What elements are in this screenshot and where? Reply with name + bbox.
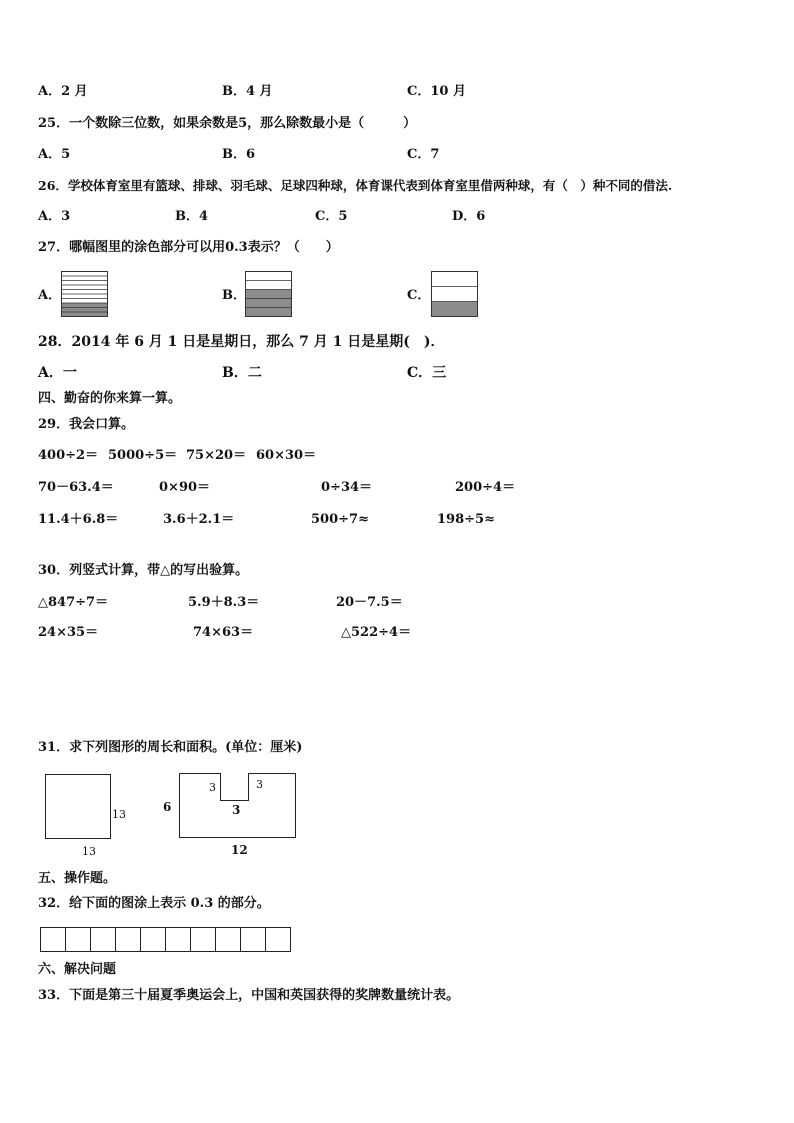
q29-item: 75×20＝ bbox=[186, 448, 247, 463]
q25-option-b: B．6 bbox=[222, 147, 256, 162]
q26-stem: 26．学校体育室里有篮球、排球、羽毛球、足球四种球，体育课代表到体育室里借两种球，有（ ）种不同的借法. bbox=[38, 178, 673, 193]
q31-square-side-label: 13 bbox=[112, 808, 126, 821]
q25-stem: 25．一个数除三位数，如果余数是5，那么除数最小是（ ） bbox=[38, 116, 417, 131]
q31-stem: 31．求下列图形的周长和面积。(单位：厘米) bbox=[38, 740, 303, 755]
q27-option-c: C． bbox=[407, 288, 431, 303]
q28-option-b: B．二 bbox=[222, 365, 262, 381]
q32-stem: 32．给下面的图涂上表示 0.3 的部分。 bbox=[38, 896, 270, 911]
q28-stem: 28．2014 年 6 月 1 日是星期日，那么 7 月 1 日是星期( )． bbox=[38, 334, 445, 350]
q31-square-figure bbox=[45, 774, 111, 839]
q29-item: 0÷34＝ bbox=[321, 480, 373, 495]
q30-item: 74×63＝ bbox=[193, 625, 254, 640]
section6-heading: 六、解决问题 bbox=[38, 962, 117, 977]
q30-item: 20－7.5＝ bbox=[336, 595, 403, 610]
q28-option-a: A．一 bbox=[38, 365, 77, 381]
q31-height-label: 6 bbox=[163, 800, 172, 814]
q30-stem: 30．列竖式计算，带△的写出验算。 bbox=[38, 563, 249, 578]
q25-option-c: C．7 bbox=[407, 147, 440, 162]
q24-option-b: B．4 月 bbox=[222, 84, 273, 99]
q30-item: △847÷7＝ bbox=[38, 595, 109, 610]
q29-item: 70－63.4＝ bbox=[38, 480, 114, 495]
q27-option-a: A． bbox=[38, 288, 62, 303]
q26-option-b: B．4 bbox=[175, 209, 209, 224]
q30-item: △522÷4＝ bbox=[341, 625, 412, 640]
q27-figure-b bbox=[245, 271, 292, 317]
q29-item: 60×30＝ bbox=[256, 448, 317, 463]
q29-item: 500÷7≈ bbox=[311, 512, 369, 527]
q27-figure-c bbox=[431, 271, 478, 317]
q31-square-bottom-label: 13 bbox=[82, 845, 96, 858]
q31-notch-depth-label: 3 bbox=[209, 781, 216, 794]
section5-heading: 五、操作题。 bbox=[38, 871, 117, 886]
q26-option-a: A．3 bbox=[38, 209, 71, 224]
q30-item: 5.9＋8.3＝ bbox=[188, 595, 260, 610]
q30-item: 24×35＝ bbox=[38, 625, 99, 640]
q31-width-label: 12 bbox=[231, 843, 248, 857]
q29-item: 3.6＋2.1＝ bbox=[163, 512, 235, 527]
q31-notch-width-label: 3 bbox=[232, 803, 241, 817]
q27-stem: 27．哪幅图里的涂色部分可以用0.3表示？（ ） bbox=[38, 240, 339, 255]
q27-figure-a bbox=[61, 271, 108, 317]
q32-grid[interactable] bbox=[40, 927, 292, 953]
q28-option-c: C．三 bbox=[407, 365, 447, 381]
q24-option-c: C．10 月 bbox=[407, 84, 466, 99]
q29-item: 11.4＋6.8＝ bbox=[38, 512, 119, 527]
q29-item: 5000÷5＝ bbox=[108, 448, 178, 463]
q31-right-depth-label: 3 bbox=[256, 778, 263, 791]
q29-stem: 29．我会口算。 bbox=[38, 417, 135, 432]
q26-option-d: D．6 bbox=[452, 209, 486, 224]
q33-stem: 33．下面是第三十届夏季奥运会上，中国和英国获得的奖牌数量统计表。 bbox=[38, 988, 460, 1003]
q26-option-c: C．5 bbox=[315, 209, 348, 224]
q24-option-a: A．2 月 bbox=[38, 84, 88, 99]
q27-option-b: B． bbox=[222, 288, 246, 303]
q29-item: 0×90＝ bbox=[159, 480, 211, 495]
section4-heading: 四、勤奋的你来算一算。 bbox=[38, 391, 182, 406]
q29-item: 400÷2＝ bbox=[38, 448, 99, 463]
q29-item: 198÷5≈ bbox=[437, 512, 495, 527]
q29-item: 200÷4＝ bbox=[455, 480, 516, 495]
q25-option-a: A．5 bbox=[38, 147, 71, 162]
